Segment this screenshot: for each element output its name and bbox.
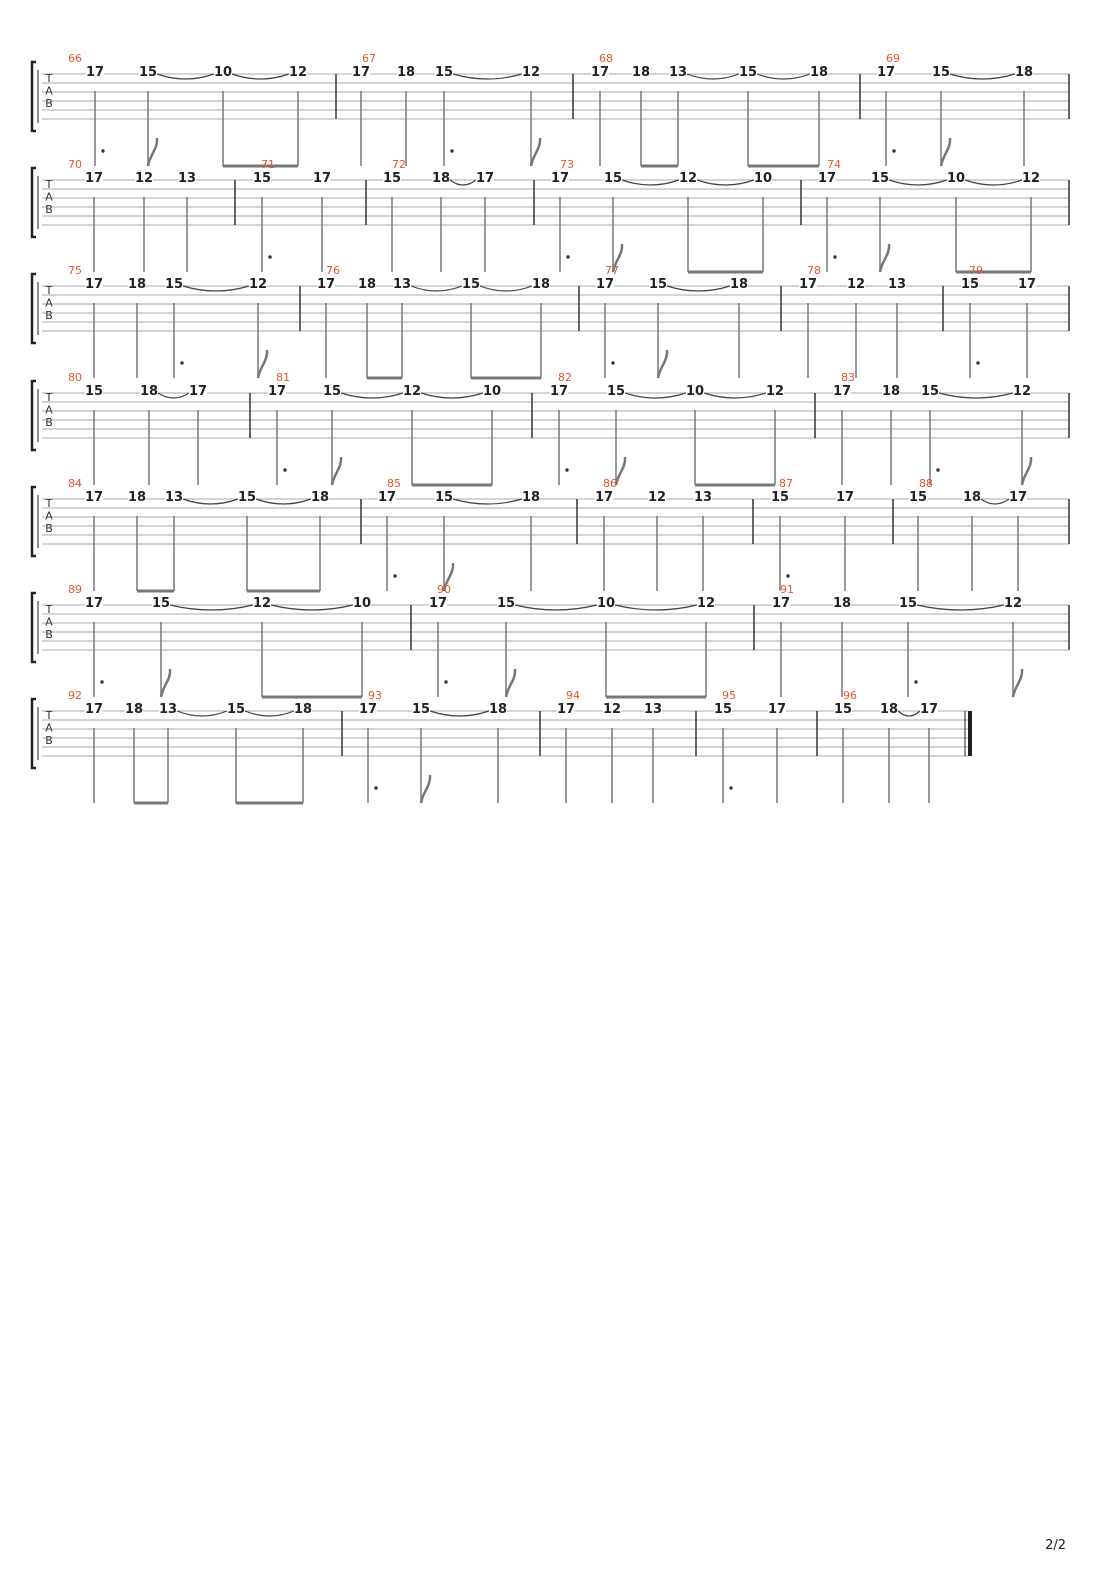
measure bbox=[551, 158, 772, 272]
fret-number: 15 bbox=[770, 490, 790, 505]
system-bracket bbox=[32, 593, 36, 662]
fret-number: 15 bbox=[226, 702, 246, 717]
tab-clef-letter: T bbox=[45, 72, 53, 85]
tab-clef-letter: A bbox=[45, 296, 53, 310]
measure-number: 66 bbox=[68, 52, 82, 65]
tab-clef-letter: B bbox=[45, 309, 53, 322]
tab-clef-letter: T bbox=[45, 284, 53, 297]
fret-number: 17 bbox=[594, 490, 614, 505]
tab-clef-letter: A bbox=[45, 721, 53, 735]
fret-number: 15 bbox=[461, 277, 481, 292]
rhythm-dot bbox=[393, 574, 396, 577]
measure bbox=[877, 52, 1033, 166]
tie-arc bbox=[245, 711, 294, 716]
fret-number: 17 bbox=[876, 65, 896, 80]
tab-system bbox=[32, 371, 1069, 485]
fret-number: 18 bbox=[809, 65, 829, 80]
fret-number: 17 bbox=[1008, 490, 1028, 505]
rhythm-dot bbox=[444, 680, 447, 683]
tie-arc bbox=[667, 286, 730, 291]
tab-clef-letter: T bbox=[45, 391, 53, 404]
tab-system bbox=[32, 158, 1069, 272]
measure bbox=[383, 158, 494, 272]
fret-number: 17 bbox=[919, 702, 939, 717]
rhythm-dot bbox=[786, 574, 789, 577]
tab-clef-letter: T bbox=[45, 178, 53, 191]
tie-arc bbox=[256, 499, 311, 504]
tab-clef-letter: A bbox=[45, 190, 53, 204]
rhythm-dot bbox=[565, 468, 568, 471]
fret-number: 15 bbox=[606, 384, 626, 399]
fret-number: 18 bbox=[127, 277, 147, 292]
tie-arc bbox=[697, 180, 754, 185]
tab-clef-letter: A bbox=[45, 509, 53, 523]
fret-number: 10 bbox=[482, 384, 502, 399]
measure bbox=[317, 264, 550, 378]
measure bbox=[909, 477, 1027, 591]
fret-number: 17 bbox=[351, 65, 371, 80]
fret-number: 10 bbox=[753, 171, 773, 186]
measure-number: 74 bbox=[827, 158, 841, 171]
tie-arc bbox=[411, 286, 462, 291]
measure bbox=[68, 689, 312, 803]
fret-number: 15 bbox=[382, 171, 402, 186]
eighth-flag bbox=[658, 350, 667, 378]
fret-number: 17 bbox=[84, 702, 104, 717]
tab-clef-letter: B bbox=[45, 203, 53, 216]
measure-number: 81 bbox=[276, 371, 290, 384]
fret-number: 15 bbox=[411, 702, 431, 717]
tie-arc bbox=[341, 393, 403, 398]
measure-number: 83 bbox=[841, 371, 855, 384]
measure bbox=[68, 477, 329, 591]
tie-arc bbox=[453, 74, 522, 79]
measure-number: 93 bbox=[368, 689, 382, 702]
tab-clef-letter: B bbox=[45, 734, 53, 747]
fret-number: 18 bbox=[431, 171, 451, 186]
tie-arc bbox=[480, 286, 532, 291]
fret-number: 18 bbox=[879, 702, 899, 717]
fret-number: 18 bbox=[139, 384, 159, 399]
measure-number: 79 bbox=[969, 264, 983, 277]
measure-number: 94 bbox=[566, 689, 580, 702]
tab-system bbox=[32, 689, 970, 803]
fret-number: 18 bbox=[124, 702, 144, 717]
fret-number: 10 bbox=[352, 596, 372, 611]
rhythm-dot bbox=[729, 786, 732, 789]
tab-clef-letter: T bbox=[45, 709, 53, 722]
fret-number: 18 bbox=[310, 490, 330, 505]
measure-number: 75 bbox=[68, 264, 82, 277]
system-bracket bbox=[32, 168, 36, 237]
tie-arc bbox=[939, 393, 1013, 398]
fret-number: 12 bbox=[1021, 171, 1041, 186]
tab-clef-letter: A bbox=[45, 403, 53, 417]
fret-number: 15 bbox=[713, 702, 733, 717]
fret-number: 12 bbox=[248, 277, 268, 292]
eighth-flag bbox=[258, 350, 267, 378]
fret-number: 12 bbox=[252, 596, 272, 611]
fret-number: 17 bbox=[85, 65, 105, 80]
measure-number: 76 bbox=[326, 264, 340, 277]
measure-number: 88 bbox=[919, 477, 933, 490]
measure-number: 68 bbox=[599, 52, 613, 65]
fret-number: 12 bbox=[134, 171, 154, 186]
rhythm-dot bbox=[936, 468, 939, 471]
measure bbox=[429, 583, 715, 697]
fret-number: 12 bbox=[521, 65, 541, 80]
fret-number: 12 bbox=[696, 596, 716, 611]
fret-number: 13 bbox=[158, 702, 178, 717]
measure-number: 85 bbox=[387, 477, 401, 490]
fret-number: 17 bbox=[549, 384, 569, 399]
fret-number: 12 bbox=[678, 171, 698, 186]
measure bbox=[68, 583, 371, 697]
tie-arc bbox=[430, 711, 489, 716]
fret-number: 17 bbox=[316, 277, 336, 292]
tie-arc bbox=[889, 180, 947, 185]
measure-number: 69 bbox=[886, 52, 900, 65]
tie-arc bbox=[170, 605, 253, 610]
rhythm-dot bbox=[914, 680, 917, 683]
rhythm-dot bbox=[450, 149, 453, 152]
fret-number: 15 bbox=[252, 171, 272, 186]
measure-number: 91 bbox=[780, 583, 794, 596]
tab-system bbox=[32, 477, 1069, 591]
fret-number: 17 bbox=[267, 384, 287, 399]
system-bracket bbox=[32, 487, 36, 556]
fret-number: 17 bbox=[377, 490, 397, 505]
tab-clef-letter: A bbox=[45, 84, 53, 98]
measure bbox=[799, 264, 906, 378]
tab-system bbox=[32, 583, 1069, 697]
fret-number: 17 bbox=[767, 702, 787, 717]
fret-number: 17 bbox=[771, 596, 791, 611]
tie-arc bbox=[453, 499, 522, 504]
fret-number: 15 bbox=[496, 596, 516, 611]
fret-number: 15 bbox=[434, 65, 454, 80]
fret-number: 18 bbox=[488, 702, 508, 717]
eighth-flag bbox=[616, 457, 625, 485]
tie-arc bbox=[615, 605, 697, 610]
measure-number: 95 bbox=[722, 689, 736, 702]
fret-number: 15 bbox=[151, 596, 171, 611]
fret-number: 17 bbox=[835, 490, 855, 505]
eighth-flag bbox=[880, 244, 889, 272]
fret-number: 18 bbox=[127, 490, 147, 505]
fret-number: 10 bbox=[213, 65, 233, 80]
rhythm-dot bbox=[374, 786, 377, 789]
fret-number: 18 bbox=[396, 65, 416, 80]
fret-number: 17 bbox=[556, 702, 576, 717]
measure bbox=[352, 52, 540, 166]
tab-clef-letter: B bbox=[45, 416, 53, 429]
fret-number: 12 bbox=[602, 702, 622, 717]
measure bbox=[253, 158, 331, 272]
fret-number: 17 bbox=[84, 596, 104, 611]
measure bbox=[772, 583, 1022, 697]
fret-number: 12 bbox=[288, 65, 308, 80]
measure bbox=[818, 158, 1040, 272]
page-number: 2/2 bbox=[1045, 1538, 1066, 1553]
fret-number: 17 bbox=[358, 702, 378, 717]
system-bracket bbox=[32, 274, 36, 343]
tie-arc bbox=[622, 180, 679, 185]
rhythm-dot bbox=[976, 361, 979, 364]
tie-arc bbox=[157, 74, 214, 79]
tie-arc bbox=[757, 74, 810, 79]
measure-number: 70 bbox=[68, 158, 82, 171]
measure bbox=[359, 689, 507, 803]
measure-number: 92 bbox=[68, 689, 82, 702]
fret-number: 17 bbox=[595, 277, 615, 292]
measure-number: 77 bbox=[605, 264, 619, 277]
eighth-flag bbox=[1022, 457, 1031, 485]
tie-arc bbox=[183, 286, 249, 291]
measure-number: 87 bbox=[779, 477, 793, 490]
fret-number: 17 bbox=[817, 171, 837, 186]
fret-number: 12 bbox=[1012, 384, 1032, 399]
rhythm-dot bbox=[833, 255, 836, 258]
fret-number: 15 bbox=[870, 171, 890, 186]
rhythm-dot bbox=[180, 361, 183, 364]
tie-arc bbox=[898, 711, 920, 716]
eighth-flag bbox=[161, 669, 170, 697]
tie-arc bbox=[687, 74, 739, 79]
fret-number: 18 bbox=[962, 490, 982, 505]
fret-number: 18 bbox=[1014, 65, 1034, 80]
measure bbox=[378, 477, 540, 591]
system-bracket bbox=[32, 699, 36, 768]
eighth-flag bbox=[148, 138, 157, 166]
rhythm-dot bbox=[283, 468, 286, 471]
measure bbox=[68, 371, 207, 485]
rhythm-dot bbox=[611, 361, 614, 364]
measure bbox=[833, 371, 1031, 485]
fret-number: 17 bbox=[312, 171, 332, 186]
tie-arc bbox=[917, 605, 1004, 610]
fret-number: 10 bbox=[596, 596, 616, 611]
fret-number: 13 bbox=[177, 171, 197, 186]
fret-number: 18 bbox=[631, 65, 651, 80]
tab-clef-letter: A bbox=[45, 615, 53, 629]
rhythm-dot bbox=[566, 255, 569, 258]
fret-number: 15 bbox=[138, 65, 158, 80]
tie-arc bbox=[450, 180, 476, 185]
measure-number: 90 bbox=[437, 583, 451, 596]
measure bbox=[714, 689, 786, 803]
fret-number: 12 bbox=[402, 384, 422, 399]
fret-number: 17 bbox=[832, 384, 852, 399]
fret-number: 15 bbox=[898, 596, 918, 611]
fret-number: 13 bbox=[643, 702, 663, 717]
measure bbox=[268, 371, 501, 485]
measure bbox=[68, 52, 307, 166]
fret-number: 17 bbox=[84, 490, 104, 505]
fret-number: 17 bbox=[550, 171, 570, 186]
eighth-flag bbox=[531, 138, 540, 166]
eighth-flag bbox=[332, 457, 341, 485]
tie-arc bbox=[232, 74, 289, 79]
measure-number: 80 bbox=[68, 371, 82, 384]
fret-number: 13 bbox=[392, 277, 412, 292]
fret-number: 12 bbox=[647, 490, 667, 505]
tab-clef-letter: T bbox=[45, 497, 53, 510]
fret-number: 15 bbox=[908, 490, 928, 505]
fret-number: 12 bbox=[765, 384, 785, 399]
tie-arc bbox=[625, 393, 686, 398]
fret-number: 13 bbox=[668, 65, 688, 80]
tab-system bbox=[32, 52, 1069, 166]
measure bbox=[591, 52, 828, 166]
fret-number: 15 bbox=[960, 277, 980, 292]
measure bbox=[550, 371, 784, 485]
measure bbox=[68, 264, 267, 378]
eighth-flag bbox=[941, 138, 950, 166]
measure-number: 86 bbox=[603, 477, 617, 490]
tab-system bbox=[32, 264, 1069, 378]
measure bbox=[961, 264, 1036, 378]
system-bracket bbox=[32, 381, 36, 450]
tie-arc bbox=[271, 605, 353, 610]
measure bbox=[771, 477, 854, 591]
fret-number: 18 bbox=[531, 277, 551, 292]
fret-number: 18 bbox=[521, 490, 541, 505]
eighth-flag bbox=[506, 669, 515, 697]
fret-number: 15 bbox=[237, 490, 257, 505]
measure-number: 84 bbox=[68, 477, 82, 490]
tie-arc bbox=[421, 393, 483, 398]
system-bracket bbox=[32, 62, 36, 131]
fret-number: 15 bbox=[833, 702, 853, 717]
tie-arc bbox=[177, 711, 227, 716]
eighth-flag bbox=[1013, 669, 1022, 697]
tie-arc bbox=[183, 499, 238, 504]
fret-number: 15 bbox=[931, 65, 951, 80]
measure bbox=[834, 689, 938, 803]
rhythm-dot bbox=[268, 255, 271, 258]
fret-number: 17 bbox=[1017, 277, 1037, 292]
fret-number: 17 bbox=[798, 277, 818, 292]
fret-number: 15 bbox=[603, 171, 623, 186]
measure-number: 82 bbox=[558, 371, 572, 384]
fret-number: 17 bbox=[428, 596, 448, 611]
measure-number: 89 bbox=[68, 583, 82, 596]
measure-number: 78 bbox=[807, 264, 821, 277]
tab-clef-letter: B bbox=[45, 522, 53, 535]
measure bbox=[68, 158, 196, 272]
tab-clef-letter: B bbox=[45, 628, 53, 641]
measure-number: 71 bbox=[261, 158, 275, 171]
tie-arc bbox=[515, 605, 597, 610]
tie-arc bbox=[158, 393, 189, 398]
measure-number: 72 bbox=[392, 158, 406, 171]
fret-number: 10 bbox=[685, 384, 705, 399]
fret-number: 13 bbox=[693, 490, 713, 505]
measure bbox=[557, 689, 662, 803]
fret-number: 18 bbox=[357, 277, 377, 292]
fret-number: 15 bbox=[164, 277, 184, 292]
fret-number: 15 bbox=[84, 384, 104, 399]
fret-number: 15 bbox=[920, 384, 940, 399]
fret-number: 18 bbox=[881, 384, 901, 399]
fret-number: 15 bbox=[322, 384, 342, 399]
fret-number: 12 bbox=[1003, 596, 1023, 611]
fret-number: 17 bbox=[475, 171, 495, 186]
measure-number: 96 bbox=[843, 689, 857, 702]
measure-number: 73 bbox=[560, 158, 574, 171]
measure bbox=[596, 264, 748, 378]
tab-clef-letter: T bbox=[45, 603, 53, 616]
rhythm-dot bbox=[892, 149, 895, 152]
fret-number: 18 bbox=[729, 277, 749, 292]
tie-arc bbox=[965, 180, 1022, 185]
fret-number: 12 bbox=[846, 277, 866, 292]
fret-number: 17 bbox=[188, 384, 208, 399]
fret-number: 17 bbox=[590, 65, 610, 80]
rhythm-dot bbox=[100, 680, 103, 683]
tie-arc bbox=[981, 499, 1009, 504]
measure bbox=[595, 477, 712, 591]
fret-number: 15 bbox=[434, 490, 454, 505]
tie-arc bbox=[950, 74, 1015, 79]
fret-number: 17 bbox=[84, 277, 104, 292]
tab-clef-letter: B bbox=[45, 97, 53, 110]
fret-number: 13 bbox=[887, 277, 907, 292]
fret-number: 18 bbox=[293, 702, 313, 717]
eighth-flag bbox=[421, 775, 430, 803]
rhythm-dot bbox=[101, 149, 104, 152]
fret-number: 10 bbox=[946, 171, 966, 186]
measure-number: 67 bbox=[362, 52, 376, 65]
tie-arc bbox=[704, 393, 766, 398]
fret-number: 15 bbox=[648, 277, 668, 292]
fret-number: 17 bbox=[84, 171, 104, 186]
fret-number: 18 bbox=[832, 596, 852, 611]
fret-number: 15 bbox=[738, 65, 758, 80]
fret-number: 13 bbox=[164, 490, 184, 505]
